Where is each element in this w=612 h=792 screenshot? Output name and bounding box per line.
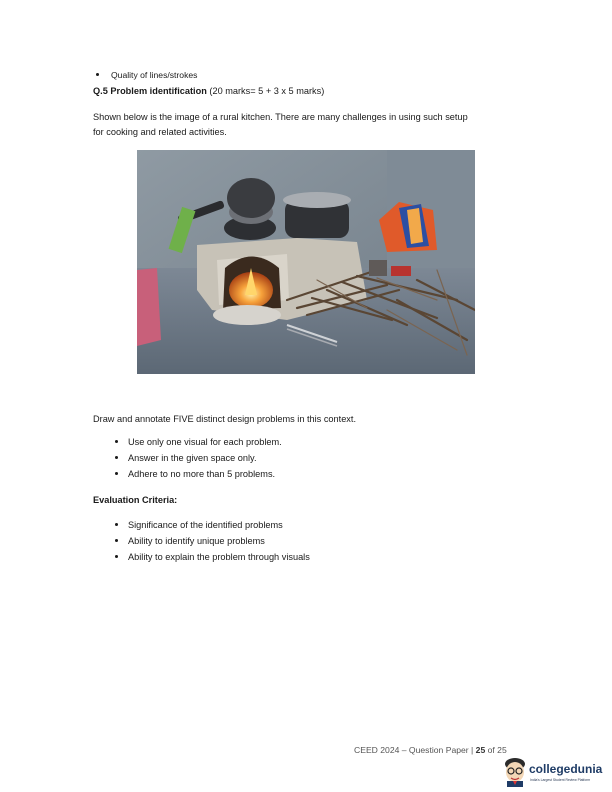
rule-item: Adhere to no more than 5 problems. bbox=[128, 469, 276, 479]
rural-kitchen-image bbox=[137, 150, 475, 374]
question-intro-line-1: Shown below is the image of a rural kitchen. There are many challenges in using such setup bbox=[93, 112, 468, 122]
rule-item: Use only one visual for each problem. bbox=[128, 437, 282, 447]
bullet-dot bbox=[115, 472, 118, 475]
bullet-dot bbox=[115, 440, 118, 443]
instruction-text: Draw and annotate FIVE distinct design problems in this context. bbox=[93, 414, 357, 424]
collegedunia-logo bbox=[502, 757, 608, 789]
bullet-dot bbox=[115, 456, 118, 459]
question-label: Q.5 Problem identification bbox=[93, 86, 207, 96]
mascot-icon bbox=[502, 757, 528, 787]
rule-item: Answer in the given space only. bbox=[128, 453, 257, 463]
carryover-bullet: Quality of lines/strokes bbox=[111, 70, 198, 80]
bullet-dot bbox=[115, 555, 118, 558]
footer-page-current: 25 bbox=[475, 745, 486, 755]
footer-text: CEED 2024 – Question Paper | bbox=[354, 745, 474, 755]
evaluation-heading: Evaluation Criteria: bbox=[93, 495, 178, 505]
page-footer bbox=[354, 745, 507, 755]
evaluation-item: Significance of the identified problems bbox=[128, 520, 283, 530]
bullet-dot bbox=[96, 73, 99, 76]
footer-page-total: of 25 bbox=[487, 745, 507, 755]
question-header bbox=[93, 84, 324, 98]
logo-name: collegedunia bbox=[529, 762, 603, 776]
evaluation-item: Ability to explain the problem through visuals bbox=[128, 552, 310, 562]
evaluation-item: Ability to identify unique problems bbox=[128, 536, 265, 546]
bullet-dot bbox=[115, 523, 118, 526]
question-intro-line-2: for cooking and related activities. bbox=[93, 127, 227, 137]
question-marks: (20 marks= 5 + 3 x 5 marks) bbox=[209, 86, 325, 96]
logo-tagline: India's Largest Student Review Platform bbox=[530, 778, 591, 782]
bullet-dot bbox=[115, 539, 118, 542]
